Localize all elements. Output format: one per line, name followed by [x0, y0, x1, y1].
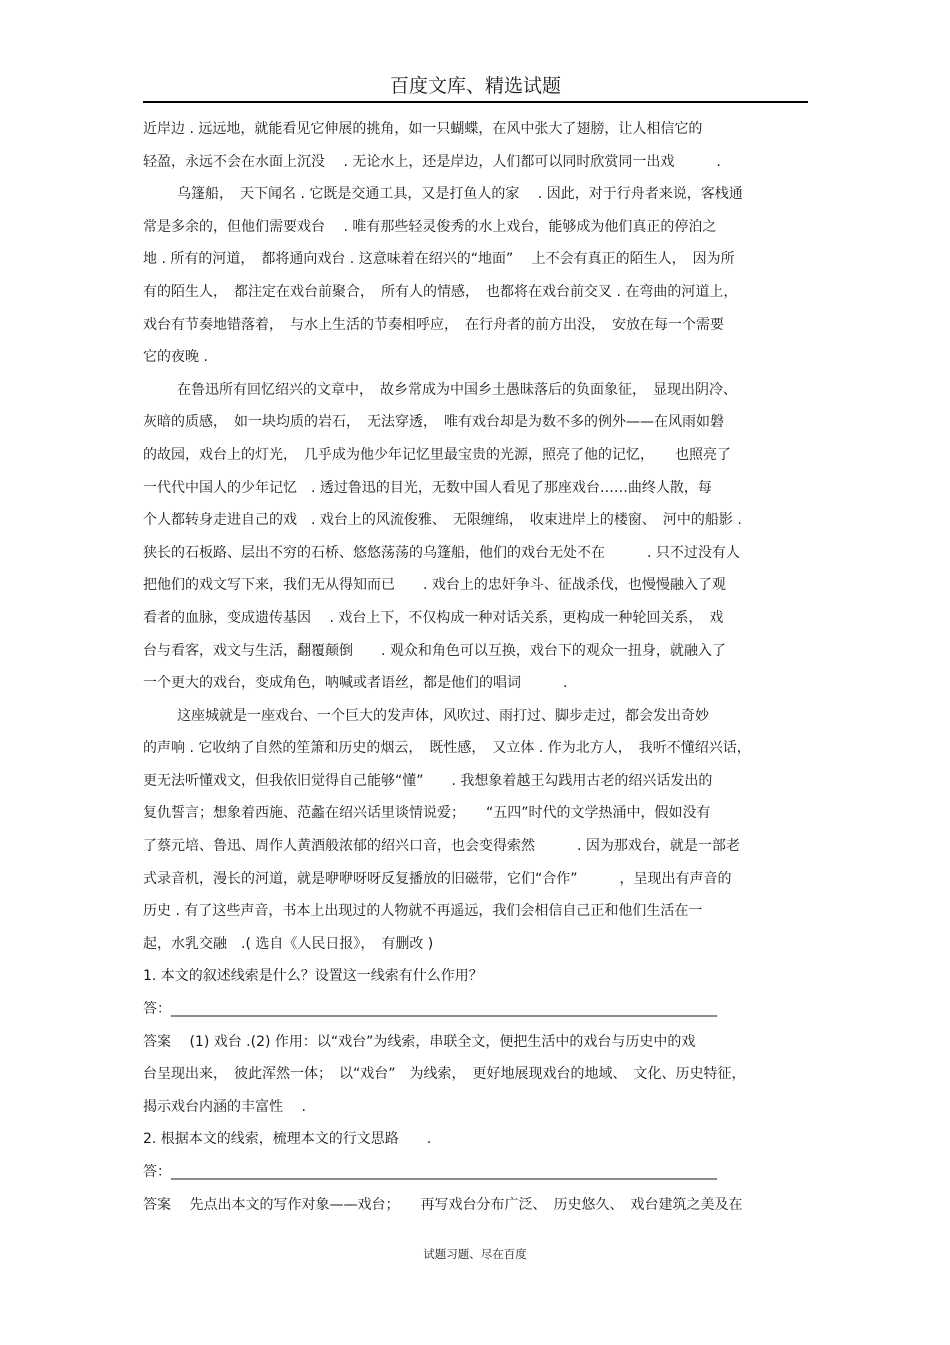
text-line: 地 . 所有的河道， 都将通向戏台 . 这意味着在绍兴的“地面” 上不会有真正的陌生人， 因为所	[143, 251, 735, 268]
text-line: 答案 (1) 戏台 .(2) 作用：以“戏台”为线索，串联全文，便把生活中的戏台与历史中的戏	[143, 1033, 696, 1050]
text-line: 个人都转身走进自己的戏 . 戏台上的风流俊雅、 无限缠绵， 收束进岸上的楼窗、 河中的船影 .	[143, 512, 742, 529]
text-line: 看者的血脉，变成遗传基因 . 戏台上下，不仅构成一种对话关系，更构成一种轮回关系， 戏	[143, 609, 724, 626]
text-line: 的声响 . 它收纳了自然的笙箫和历史的烟云， 既性感， 又立体 . 作为北方人， 我听不懂绍兴话，	[143, 740, 751, 757]
text-line: 复仇誓言；想象着西施、范蠡在绍兴话里谈情说爱； “五四”时代的文学热涌中，假如没有	[143, 805, 711, 822]
text-line: 一代代中国人的少年记忆 . 透过鲁迅的目光，无数中国人看见了那座戏台……曲终人散，每	[143, 479, 712, 496]
text-line: 台呈现出来， 彼此浑然一体； 以“戏台” 为线索， 更好地展现戏台的地域、 文化、历史特征，	[143, 1066, 746, 1083]
text-line: 答：______________________________________________________________________________	[143, 1001, 717, 1018]
page-header-title: 百度文库、精选试题	[389, 75, 561, 97]
text-line: 在鲁迅所有回忆绍兴的文章中， 故乡常成为中国乡土愚昧落后的负面象征， 显现出阴冷、	[177, 381, 737, 398]
text-line: 揭示戏台内涵的丰富性 .	[143, 1098, 306, 1115]
text-line: 它的夜晚 .	[143, 349, 208, 366]
text-line: 把他们的戏文写下来，我们无从得知而已 . 戏台上的忠奸争斗、征战杀伐，也慢慢融入了观	[143, 577, 726, 594]
text-line: 答案 先点出本文的写作对象——戏台； 再写戏台分布广泛、 历史悠久、 戏台建筑之美及在	[143, 1196, 743, 1213]
text-line: 的故园，戏台上的灯光， 几乎成为他少年记忆里最宝贵的光源，照亮了他的记忆， 也照亮了	[143, 446, 731, 463]
header-divider	[143, 101, 808, 103]
text-line: 一个更大的戏台，变成角色，呐喊或者语丝，都是他们的唱词 .	[143, 675, 568, 692]
text-line: 台与看客，戏文与生活，翻覆颠倒 . 观众和角色可以互换，戏台下的观众一扭身，就融入了	[143, 642, 726, 659]
page-footer: 试题习题、尽在百度	[423, 1247, 527, 1261]
text-line: 答：______________________________________________________________________________	[143, 1164, 717, 1180]
text-line: 灰暗的质感， 如一块均质的岩石， 无法穿透， 唯有戏台却是为数不多的例外——在风雨如磐	[143, 414, 724, 431]
text-line: 起，水乳交融 .( 选自《人民日报》， 有删改 )	[143, 935, 434, 952]
text-line: 常是多余的，但他们需要戏台 . 唯有那些轻灵俊秀的水上戏台，能够成为他们真正的停泊之	[143, 218, 717, 235]
text-line: 狭长的石板路、层出不穷的石桥、悠悠荡荡的乌篷船，他们的戏台无处不在 . 只不过没有人	[143, 544, 740, 561]
document-body	[143, 113, 808, 1221]
text-line: 1. 本文的叙述线索是什么？设置这一线索有什么作用？	[143, 968, 483, 985]
text-line: 了蔡元培、鲁迅、周作人黄酒般浓郁的绍兴口音，也会变得索然 . 因为那戏台，就是一部老	[143, 838, 740, 855]
text-line: 更无法听懂戏文，但我依旧觉得自己能够“懂” . 我想象着越王勾践用古老的绍兴话发出的	[143, 772, 713, 789]
text-line: 有的陌生人， 都注定在戏台前聚合， 所有人的情感， 也都将在戏台前交叉 . 在弯曲的河道上，	[143, 283, 738, 300]
text-line: 戏台有节奏地错落着， 与水上生活的节奏相呼应， 在行舟者的前方出没， 安放在每一个需要	[143, 316, 724, 333]
text-line: 乌篷船， 天下闻名 . 它既是交通工具，又是打鱼人的家 . 因此，对于行舟者来说，客栈通	[177, 186, 743, 203]
text-line: 2. 根据本文的线索，梳理本文的行文思路 .	[143, 1131, 432, 1148]
text-line: 式录音机，漫长的河道，就是咿咿呀呀反复播放的旧磁带，它们“合作” ，呈现出有声音的	[143, 870, 732, 887]
text-line: 轻盈，永远不会在水面上沉没 . 无论水上，还是岸边，人们都可以同时欣赏同一出戏 .	[143, 153, 721, 170]
text-line: 这座城就是一座戏台、一个巨大的发声体，风吹过、雨打过、脚步走过，都会发出奇妙	[177, 707, 709, 724]
text-line: 近岸边 . 远远地，就能看见它伸展的挑角，如一只蝴蝶，在风中张大了翅膀，让人相信它的	[143, 121, 703, 137]
text-line: 历史 . 有了这些声音，书本上出现过的人物就不再遥远，我们会相信自己正和他们生活在一	[143, 903, 703, 920]
